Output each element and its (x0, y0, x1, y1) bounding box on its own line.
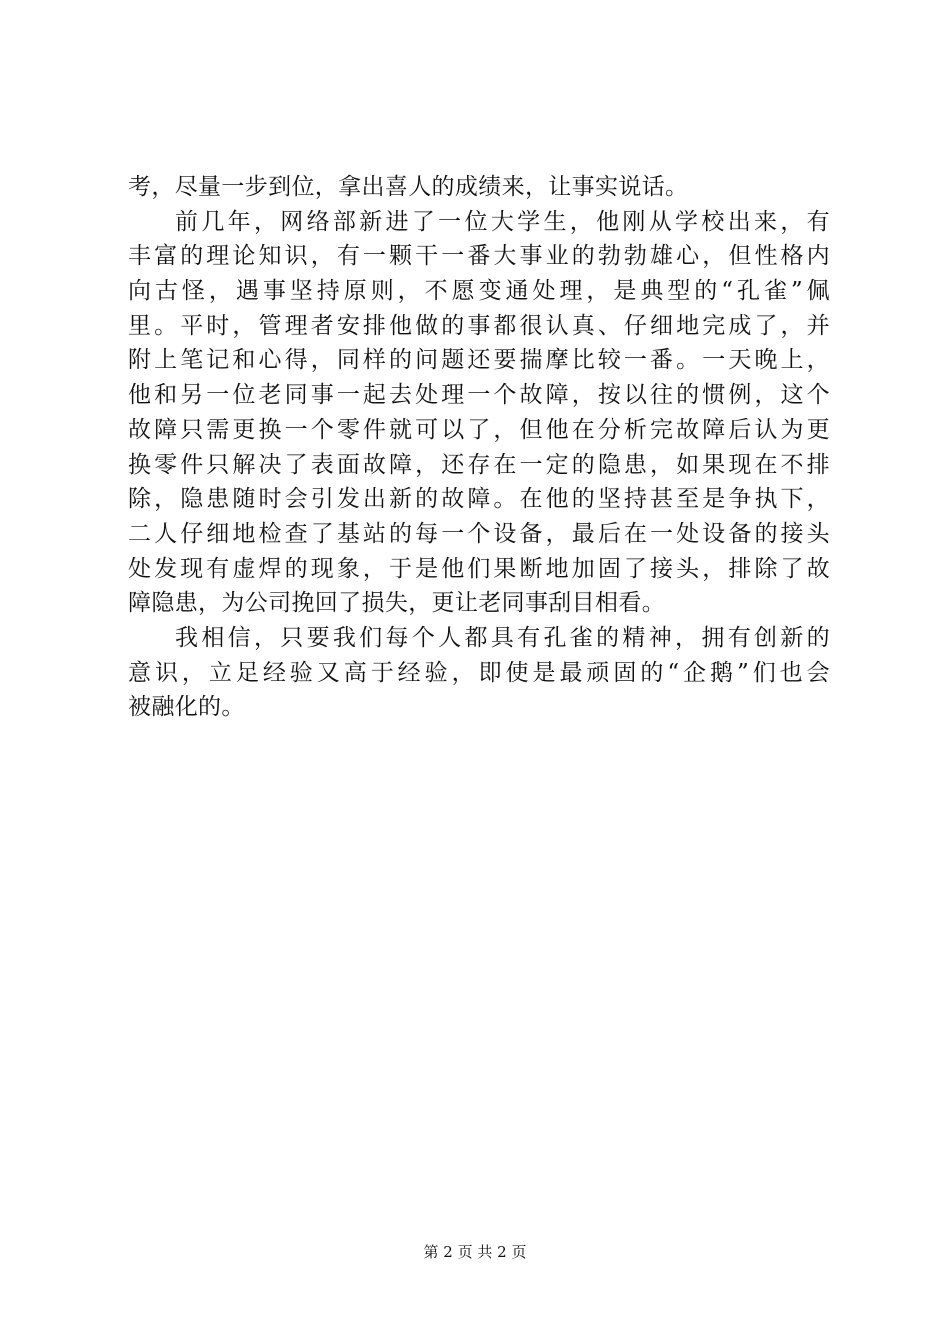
text-line: 意识，立足经验又高于经验，即使是最顽固的“企鹅”们也会 (128, 659, 830, 686)
text-line: 丰富的理论知识，有一颗干一番大事业的勃勃雄心，但性格内 (128, 243, 830, 270)
text-line: 障隐患，为公司挽回了损失，更让老同事刮目相看。 (128, 590, 666, 617)
text-line: 被融化的。 (128, 694, 245, 721)
paragraph-start-line: 前几年，网络部新进了一位大学生，他刚从学校出来，有 (175, 208, 830, 235)
document-body (128, 170, 830, 725)
page-number-footer: 第 2 页 共 2 页 (423, 1243, 527, 1261)
text-line: 附上笔记和心得，同样的问题还要揣摩比较一番。一天晚上， (128, 347, 830, 374)
paragraph-start-line: 我相信，只要我们每个人都具有孔雀的精神，拥有创新的 (175, 624, 830, 651)
text-line: 里。平时，管理者安排他做的事都很认真、仔细地完成了，并 (128, 312, 830, 339)
text-line: 故障只需更换一个零件就可以了，但他在分析完故障后认为更 (128, 416, 830, 443)
text-line: 考，尽量一步到位，拿出喜人的成绩来，让事实说话。 (128, 174, 689, 200)
text-line: 二人仔细地检查了基站的每一个设备，最后在一处设备的接头 (128, 520, 830, 547)
text-line: 他和另一位老同事一起去处理一个故障，按以往的惯例，这个 (128, 382, 830, 409)
text-line: 除，隐患随时会引发出新的故障。在他的坚持甚至是争执下， (128, 486, 830, 513)
text-line: 向古怪，遇事坚持原则，不愿变通处理，是典型的“孔雀”佩 (128, 278, 830, 305)
text-line: 换零件只解决了表面故障，还存在一定的隐患，如果现在不排 (128, 451, 830, 478)
text-line: 处发现有虚焊的现象，于是他们果断地加固了接头，排除了故 (128, 555, 830, 582)
